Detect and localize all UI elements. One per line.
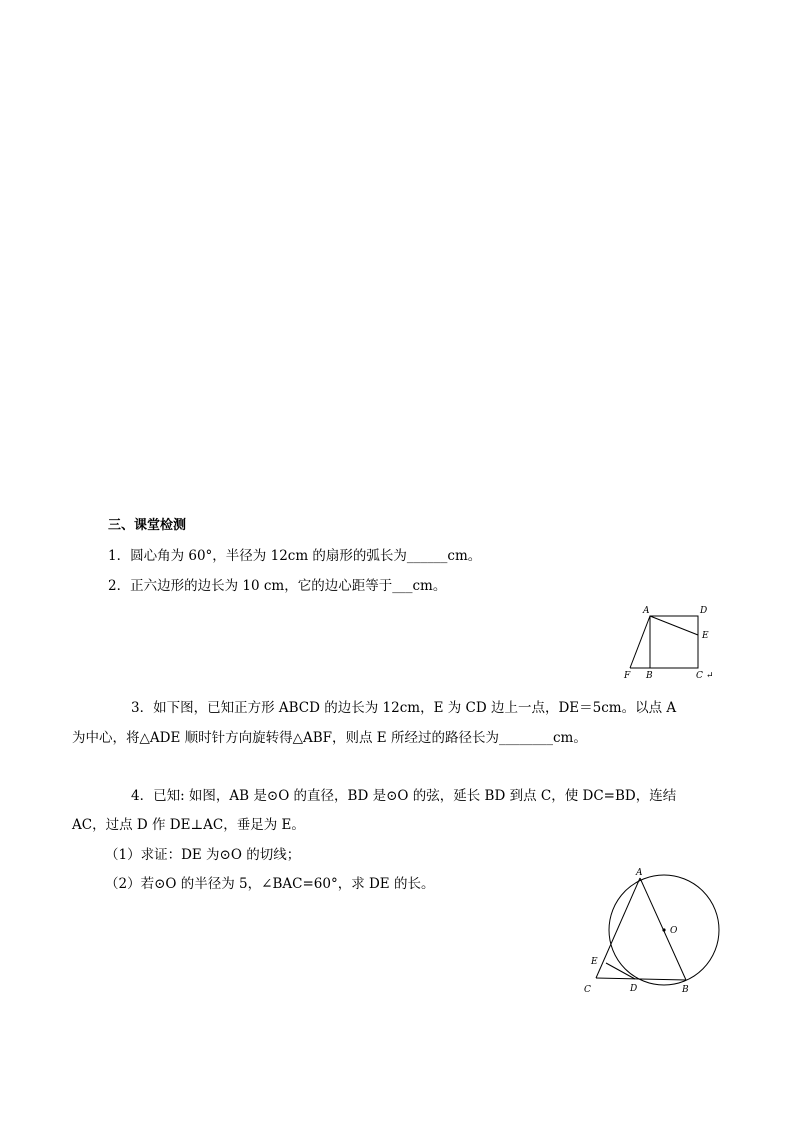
label-b: B bbox=[682, 985, 689, 995]
segment-de bbox=[606, 963, 635, 979]
segment-ac bbox=[596, 878, 640, 978]
question-1: 1．圆心角为 60°，半径为 12cm 的扇形的弧长为______cm。 bbox=[108, 548, 482, 564]
question-4-part-2: （2）若⊙O 的半径为 5，∠BAC=60°，求 DE 的长。 bbox=[105, 876, 435, 892]
question-4-line-1: 4．已知: 如图，AB 是⊙O 的直径，BD 是⊙O 的弦，延长 BD 到点 C，使 DC=BD，连结 bbox=[131, 788, 677, 804]
square-figure bbox=[618, 602, 718, 682]
center-point bbox=[662, 928, 665, 931]
label-e: E bbox=[591, 957, 598, 967]
question-3-line-2: 为中心，将△ADE 顺时针方向旋转得△ABF，则点 E 所经过的路径长为________cm。 bbox=[72, 730, 587, 746]
label-c: C bbox=[696, 671, 703, 681]
circle-figure bbox=[580, 864, 730, 1000]
question-4-line-2: AC，过点 D 作 DE⊥AC，垂足为 E。 bbox=[72, 817, 305, 833]
question-2: 2．正六边形的边长为 10 cm，它的边心距等于___cm。 bbox=[108, 578, 447, 594]
label-a: A bbox=[636, 868, 643, 878]
label-d: D bbox=[630, 984, 638, 994]
label-c: C bbox=[584, 985, 591, 995]
label-d: D bbox=[700, 606, 708, 616]
segment-af bbox=[630, 616, 650, 668]
label-e: E bbox=[702, 631, 709, 641]
label-o: O bbox=[670, 926, 678, 936]
question-3-line-1: 3．如下图，已知正方形 ABCD 的边长为 12cm，E 为 CD 边上一点，DE＝5cm。以点 A bbox=[131, 700, 677, 716]
label-b: B bbox=[646, 671, 653, 681]
square-abcd bbox=[650, 616, 698, 668]
segment-ae bbox=[650, 616, 698, 635]
label-a: A bbox=[643, 606, 650, 616]
question-4-part-1: （1）求证：DE 为⊙O 的切线； bbox=[105, 847, 301, 863]
section-heading: 三、课堂检测 bbox=[108, 518, 187, 533]
return-mark: ↵ bbox=[706, 671, 714, 681]
label-f: F bbox=[624, 671, 631, 681]
